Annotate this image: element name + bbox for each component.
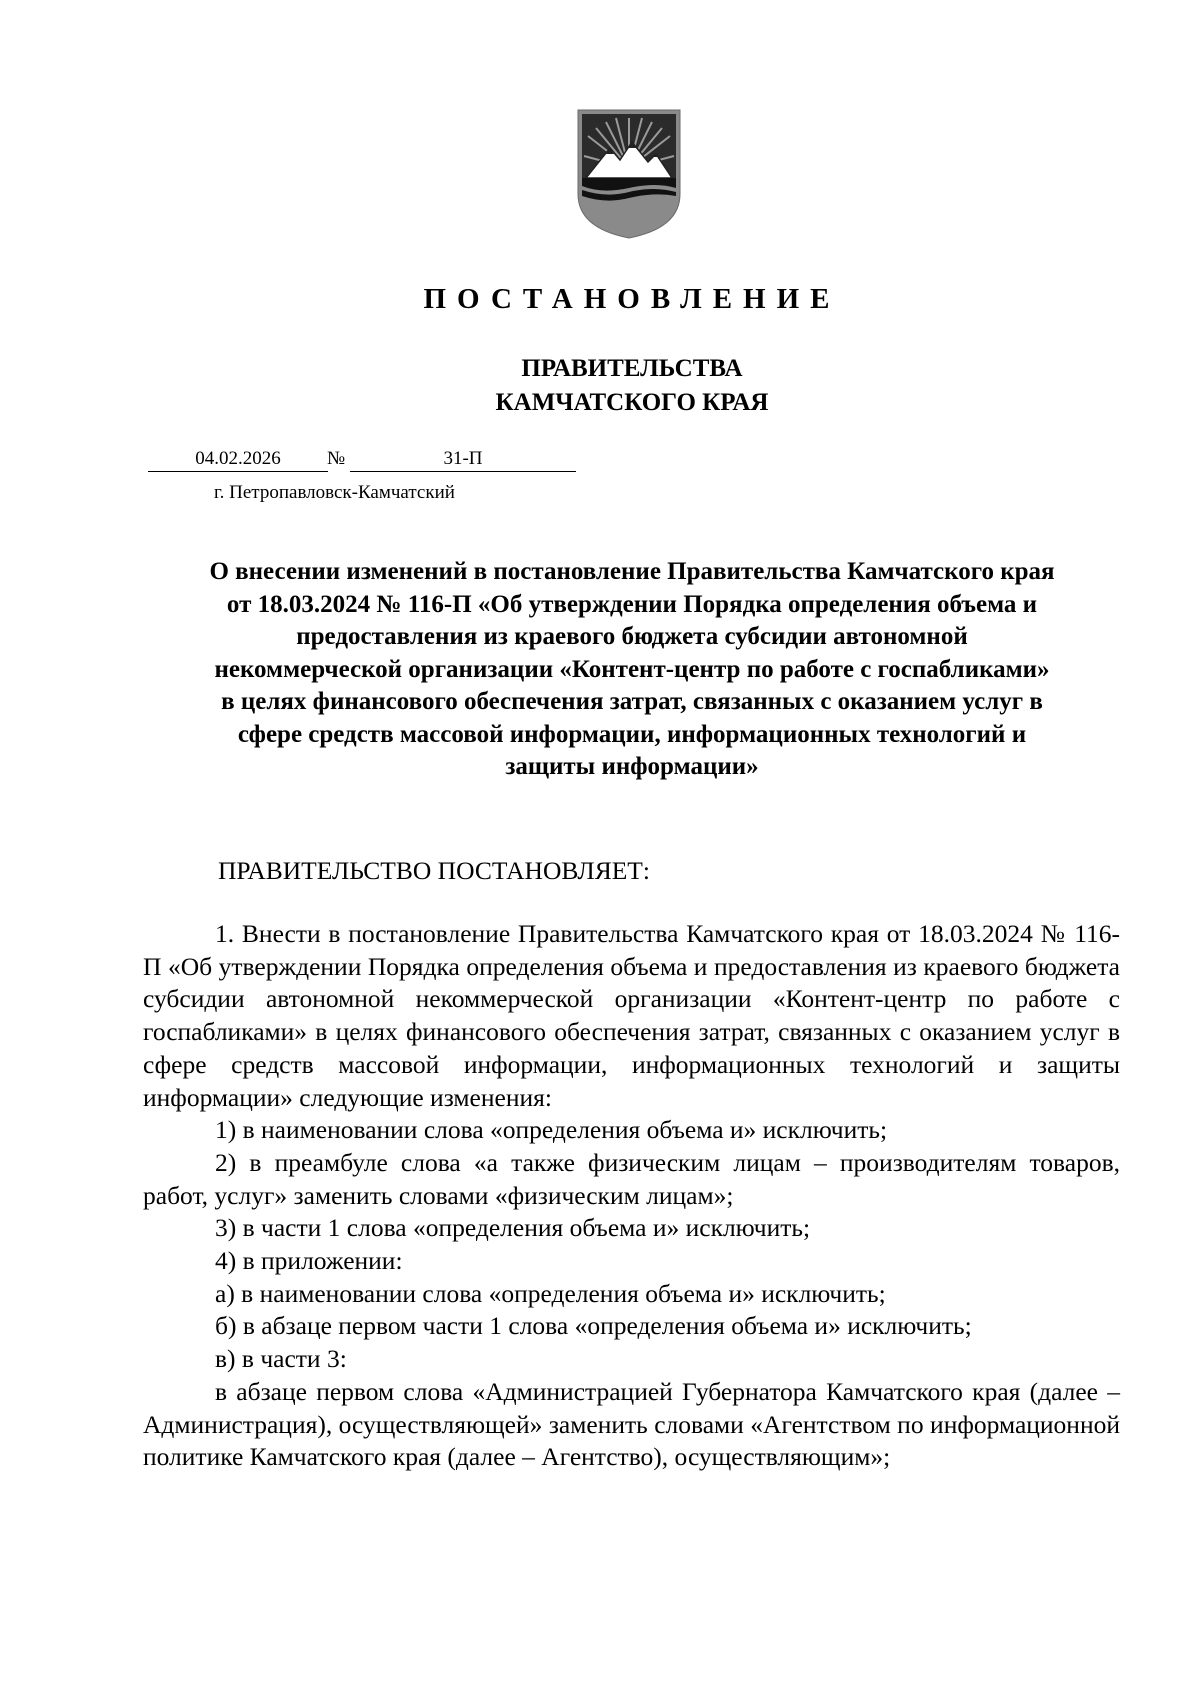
body-paragraph: 4) в приложении: <box>215 1246 403 1276</box>
subject-line: от 18.03.2024 № 116-П «Об утверждении Порядка определения объема и <box>226 590 1038 618</box>
authority-line-1: ПРАВИТЕЛЬСТВА <box>521 355 743 382</box>
document-subject <box>148 556 1116 784</box>
subject-line: сфере средств массовой информации, информационных технологий и <box>237 720 1027 748</box>
authority-line-2: КАМЧАТСКОГО КРАЯ <box>495 389 769 416</box>
coat-of-arms-emblem <box>576 108 682 240</box>
body-paragraph: а) в наименовании слова «определения объема и» исключить; <box>215 1278 886 1308</box>
body-paragraph: б) в абзаце первом части 1 слова «определения объема и» исключить; <box>215 1311 972 1341</box>
city-of-issue: г. Петропавловск-Камчатский <box>214 482 455 503</box>
body-paragraph: в абзаце первом слова «Администрацией Губернатора Камчатского края (далее – Администрация), осуществляющей» заменить словами «Агентством по информационной политике Камчатского края (далее – Агентство), осуществляющим»; <box>143 1376 1120 1472</box>
subject-line: некоммерческой организации «Контент-центр по работе с госпабликами» <box>214 655 1050 683</box>
subject-line: в целях финансового обеспечения затрат, связанных с оказанием услуг в <box>221 688 1043 715</box>
document-date: 04.02.2026 <box>148 447 328 472</box>
decree-formula: ПРАВИТЕЛЬСТВО ПОСТАНОВЛЯЕТ: <box>218 856 650 885</box>
subject-line: защиты информации» <box>505 753 759 780</box>
number-sign: № <box>327 448 346 469</box>
body-paragraph: 1. Внести в постановление Правительства Камчатского края от 18.03.2024 № 116-П «Об утверждении Порядка определения объема и предоставления из краевого бюджета субсидии автономной некоммерческой организации «Контент-центр по работе с госпабликами» в целях финансового обеспечения затрат, связанных с оказанием услуг в сфере средств массовой информации, информационных технологий и защиты информации» следующие изменения: <box>143 919 1120 1112</box>
body-paragraph: 3) в части 1 слова «определения объема и» исключить; <box>215 1213 811 1243</box>
document-number: 31-П <box>350 447 576 472</box>
document-type-heading: ПОСТАНОВЛЕНИЕ <box>423 283 841 315</box>
document-body <box>143 918 1120 1474</box>
body-paragraph: 1) в наименовании слова «определения объема и» исключить; <box>215 1115 888 1145</box>
subject-line: О внесении изменений в постановление Правительства Камчатского края <box>209 558 1055 585</box>
body-paragraph: 2) в преамбуле слова «а также физическим лицам – производителям товаров, работ, услуг» заменить словами «физическим лицам»; <box>143 1147 1120 1210</box>
subject-line: предоставления из краевого бюджета субсидии автономной <box>296 623 968 650</box>
issuing-authority <box>0 352 1200 420</box>
body-paragraph: в) в части 3: <box>215 1344 347 1374</box>
